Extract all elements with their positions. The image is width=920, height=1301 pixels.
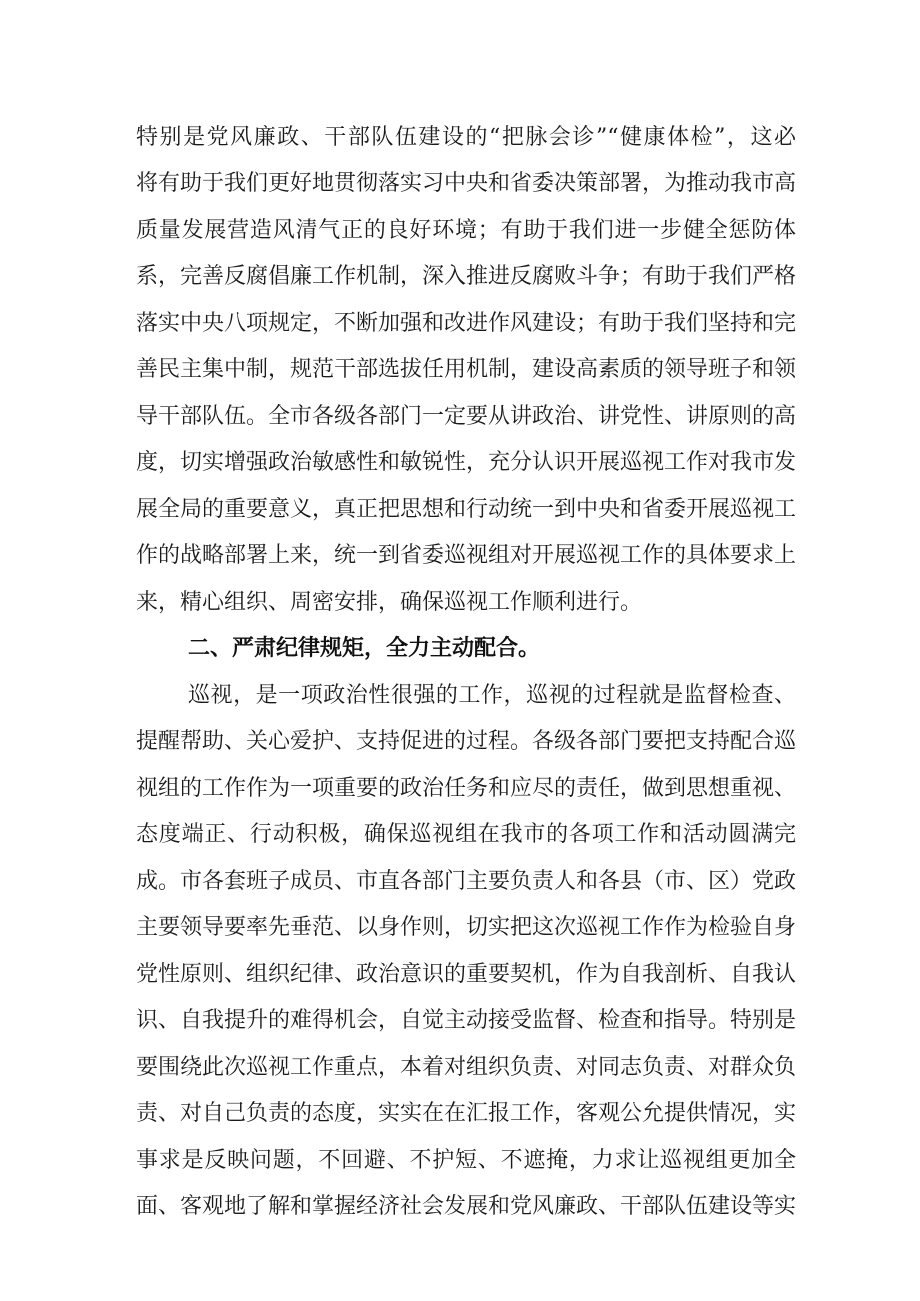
paragraph-2-line-10: 责、对自己负责的态度，实实在在汇报工作，客观公允提供情况，实	[136, 1101, 797, 1126]
paragraph-2-line-8: 识、自我提升的难得机会，自觉主动接受监督、检查和指导。特别是	[136, 1008, 797, 1033]
paragraph-1-line-4: 系，完善反腐倡廉工作机制，深入推进反腐败斗争；有助于我们严格	[136, 264, 797, 289]
paragraph-1-line-9: 展全局的重要意义，真正把思想和行动统一到中央和省委开展巡视工	[136, 497, 797, 522]
paragraph-1-line-3: 质量发展营造风清气正的良好环境；有助于我们进一步健全惩防体	[136, 218, 796, 243]
paragraph-2-line-9: 要围绕此次巡视工作重点，本着对组织负责、对同志负责、对群众负	[136, 1055, 797, 1080]
paragraph-1-line-2: 将有助于我们更好地贯彻落实习中央和省委决策部署，为推动我市高	[136, 171, 797, 196]
paragraph-1-line-6: 善民主集中制，规范干部选拔任用机制，建设高素质的领导班子和领	[136, 357, 797, 382]
section-heading: 二、严肃纪律规矩，全力主动配合。	[188, 636, 541, 661]
paragraph-2-line-12: 面、客观地了解和掌握经济社会发展和党风廉政、干部队伍建设等实	[136, 1194, 797, 1219]
paragraph-1-line-11: 来，精心组织、周密安排，确保巡视工作顺利进行。	[136, 590, 643, 615]
paragraph-1-line-7: 导干部队伍。全市各级各部门一定要从讲政治、讲党性、讲原则的高	[136, 404, 797, 429]
paragraph-2-line-3: 视组的工作作为一项重要的政治任务和应尽的责任，做到思想重视、	[136, 776, 797, 801]
paragraph-2-line-2: 提醒帮助、关心爱护、支持促进的过程。各级各部门要把支持配合巡	[136, 729, 797, 754]
paragraph-2-line-6: 主要领导要率先垂范、以身作则，切实把这次巡视工作作为检验自身	[136, 915, 797, 940]
paragraph-1-line-10: 作的战略部署上来，统一到省委巡视组对开展巡视工作的具体要求上	[136, 543, 797, 568]
paragraph-1-line-5: 落实中央八项规定，不断加强和改进作风建设；有助于我们坚持和完	[136, 311, 797, 336]
paragraph-2-line-4: 态度端正、行动积极，确保巡视组在我市的各项工作和活动圆满完	[136, 822, 796, 847]
paragraph-2-line-7: 党性原则、组织纪律、政治意识的重要契机，作为自我剖析、自我认	[136, 962, 797, 987]
paragraph-2-line-1: 巡视，是一项政治性很强的工作，巡视的过程就是监督检查、	[188, 683, 796, 708]
paragraph-1-line-8: 度，切实增强政治敏感性和敏锐性，充分认识开展巡视工作对我市发	[136, 450, 797, 475]
paragraph-2-line-5: 成。市各套班子成员、市直各部门主要负责人和各县（市、区）党政	[136, 869, 797, 894]
paragraph-1-line-1: 特别是党风廉政、干部队伍建设的“把脉会诊”“健康体检”，这必	[136, 125, 796, 150]
paragraph-2-line-11: 事求是反映问题，不回避、不护短、不遮掩，力求让巡视组更加全	[136, 1148, 796, 1173]
